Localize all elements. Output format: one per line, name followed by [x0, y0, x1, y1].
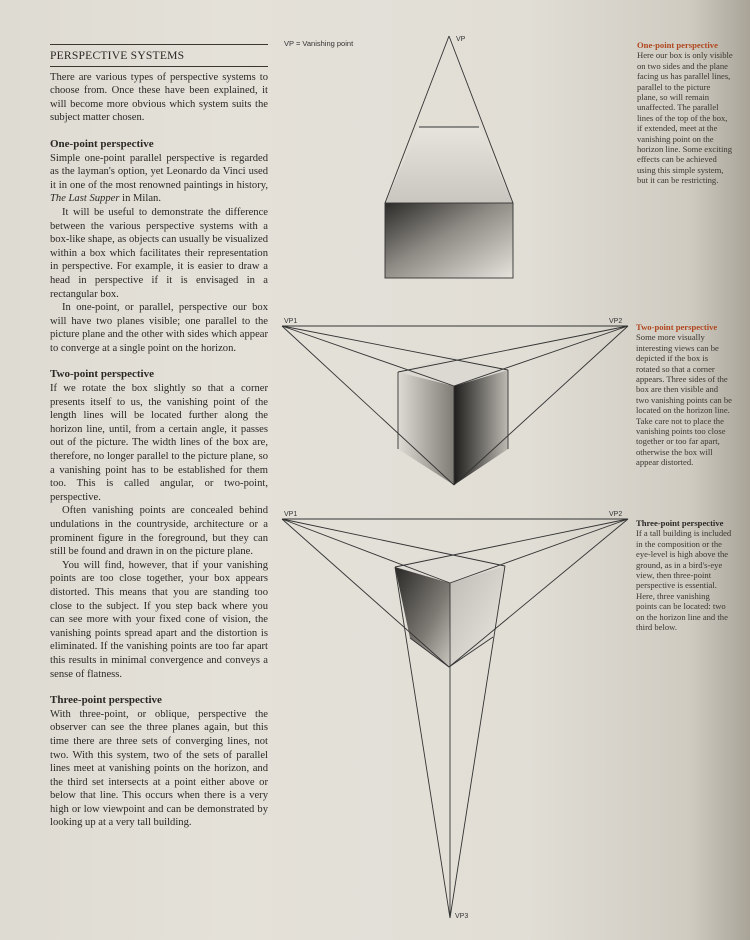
one-point-paragraph-2: It will be useful to demonstrate the difference between the various perspective systems with a box-like shape, as objects can usually be visualized within a box which facilitates their representation in perspective. For example, it is easier to draw a head in perspective if it is envisaged in a rectangular box. [50, 206, 268, 300]
one-point-paragraph-1: Simple one-point parallel perspective is regarded as the layman's option, yet Leonardo da Vinci used it in one of the most renowned paintings in history, The Last Supper in Milan. [50, 152, 268, 205]
page-heading: PERSPECTIVE SYSTEMS [50, 49, 185, 62]
caption-three-point: Three-point perspective If a tall building is included in the composition or the eye-level is high above the ground, as in a bird's-eye view, then three-point perspective is essential. Here, three vanishing points can be located: two on the horizon line and the third below. [636, 518, 732, 633]
one-point-paragraph-3: In one-point, or parallel, perspective our box will have two planes visible; one parallel to the picture plane and the other with sides which appear to converge at a single point on the horizon. [50, 302, 268, 354]
box2-right-face [454, 370, 508, 485]
vp-label: VP [456, 36, 466, 43]
box-top-face [385, 127, 513, 203]
two-point-paragraph-2: Often vanishing points are concealed behind undulations in the countryside, architecture or a prominent figure in the foreground, but they can still be found and drawn in on the picture plane. [50, 505, 268, 558]
intro-paragraph: There are various types of perspective systems to choose from. Once these have been explained, it will become more obvious which system suits the subject matter chosen. [50, 71, 268, 124]
vp2-label-fig2: VP2 [609, 318, 623, 325]
box2-left-face [398, 372, 454, 485]
one-point-heading: One-point perspective [50, 137, 154, 150]
two-point-paragraph-1: If we rotate the box slightly so that a corner presents itself to us, the vanishing point of the length lines will be located further along the horizon line, until, from a certain angle, it passes out of the picture. The width lines of the box are, therefore, no longer parallel to the picture plane, so a vanishing point has to be established for them too. This is called angular, or two-point, perspective. [50, 383, 268, 503]
vp3-label: VP3 [455, 913, 469, 920]
box-front-face [385, 203, 513, 278]
two-point-heading: Two-point perspective [50, 368, 154, 381]
three-point-heading: Three-point perspective [50, 694, 162, 707]
vp2-label-fig3: VP2 [609, 511, 623, 518]
two-point-paragraph-3: You will find, however, that if your vanishing points are too close together, your box appears distorted. This means that you are standing too close to the subject. If you step back where you can see more with your fixed cone of vision, the vanishing points spread apart and the distortion is eliminated. If the vanishing points are too far apart this results in minimal convergence and conveys a sense of flatness. [50, 559, 268, 680]
legend-label: VP = Vanishing point [284, 39, 354, 48]
vp1-label-fig2: VP1 [284, 318, 298, 325]
vp1-label-fig3: VP1 [284, 511, 298, 518]
caption-one-point: One-point perspective Here our box is only visible on two sides and the plane facing us has parallel lines, parallel to the picture plane, so will remain unaffected. The parallel lines of the top of the box, if extended, meet at the vanishing point on the horizon line. Some exciting effects can be achieved using this simple system, but it can be restricting. [637, 40, 733, 186]
caption-two-point: Two-point perspective Some more visually interesting views can be depicted if the box is rotated so that a corner appears. Three sides of the box are then visible and two vanishing points can be located on the horizon line. Take care not to place the vanishing points too close together or too far apart, otherwise the box will appear distorted. [636, 322, 732, 468]
three-point-paragraph-1: With three-point, or oblique, perspective the observer can see the three planes again, but this time there are three sets of converging lines, not two. With this system, two of the sets of parallel lines meet at vanishing points on the horizon, and the third set intersects at a point either above or below that line. This occurs when there is a very high or low viewpoint and can be demonstrated by looking up at a very tall building. [50, 708, 268, 829]
box3-right-face [449, 566, 505, 667]
